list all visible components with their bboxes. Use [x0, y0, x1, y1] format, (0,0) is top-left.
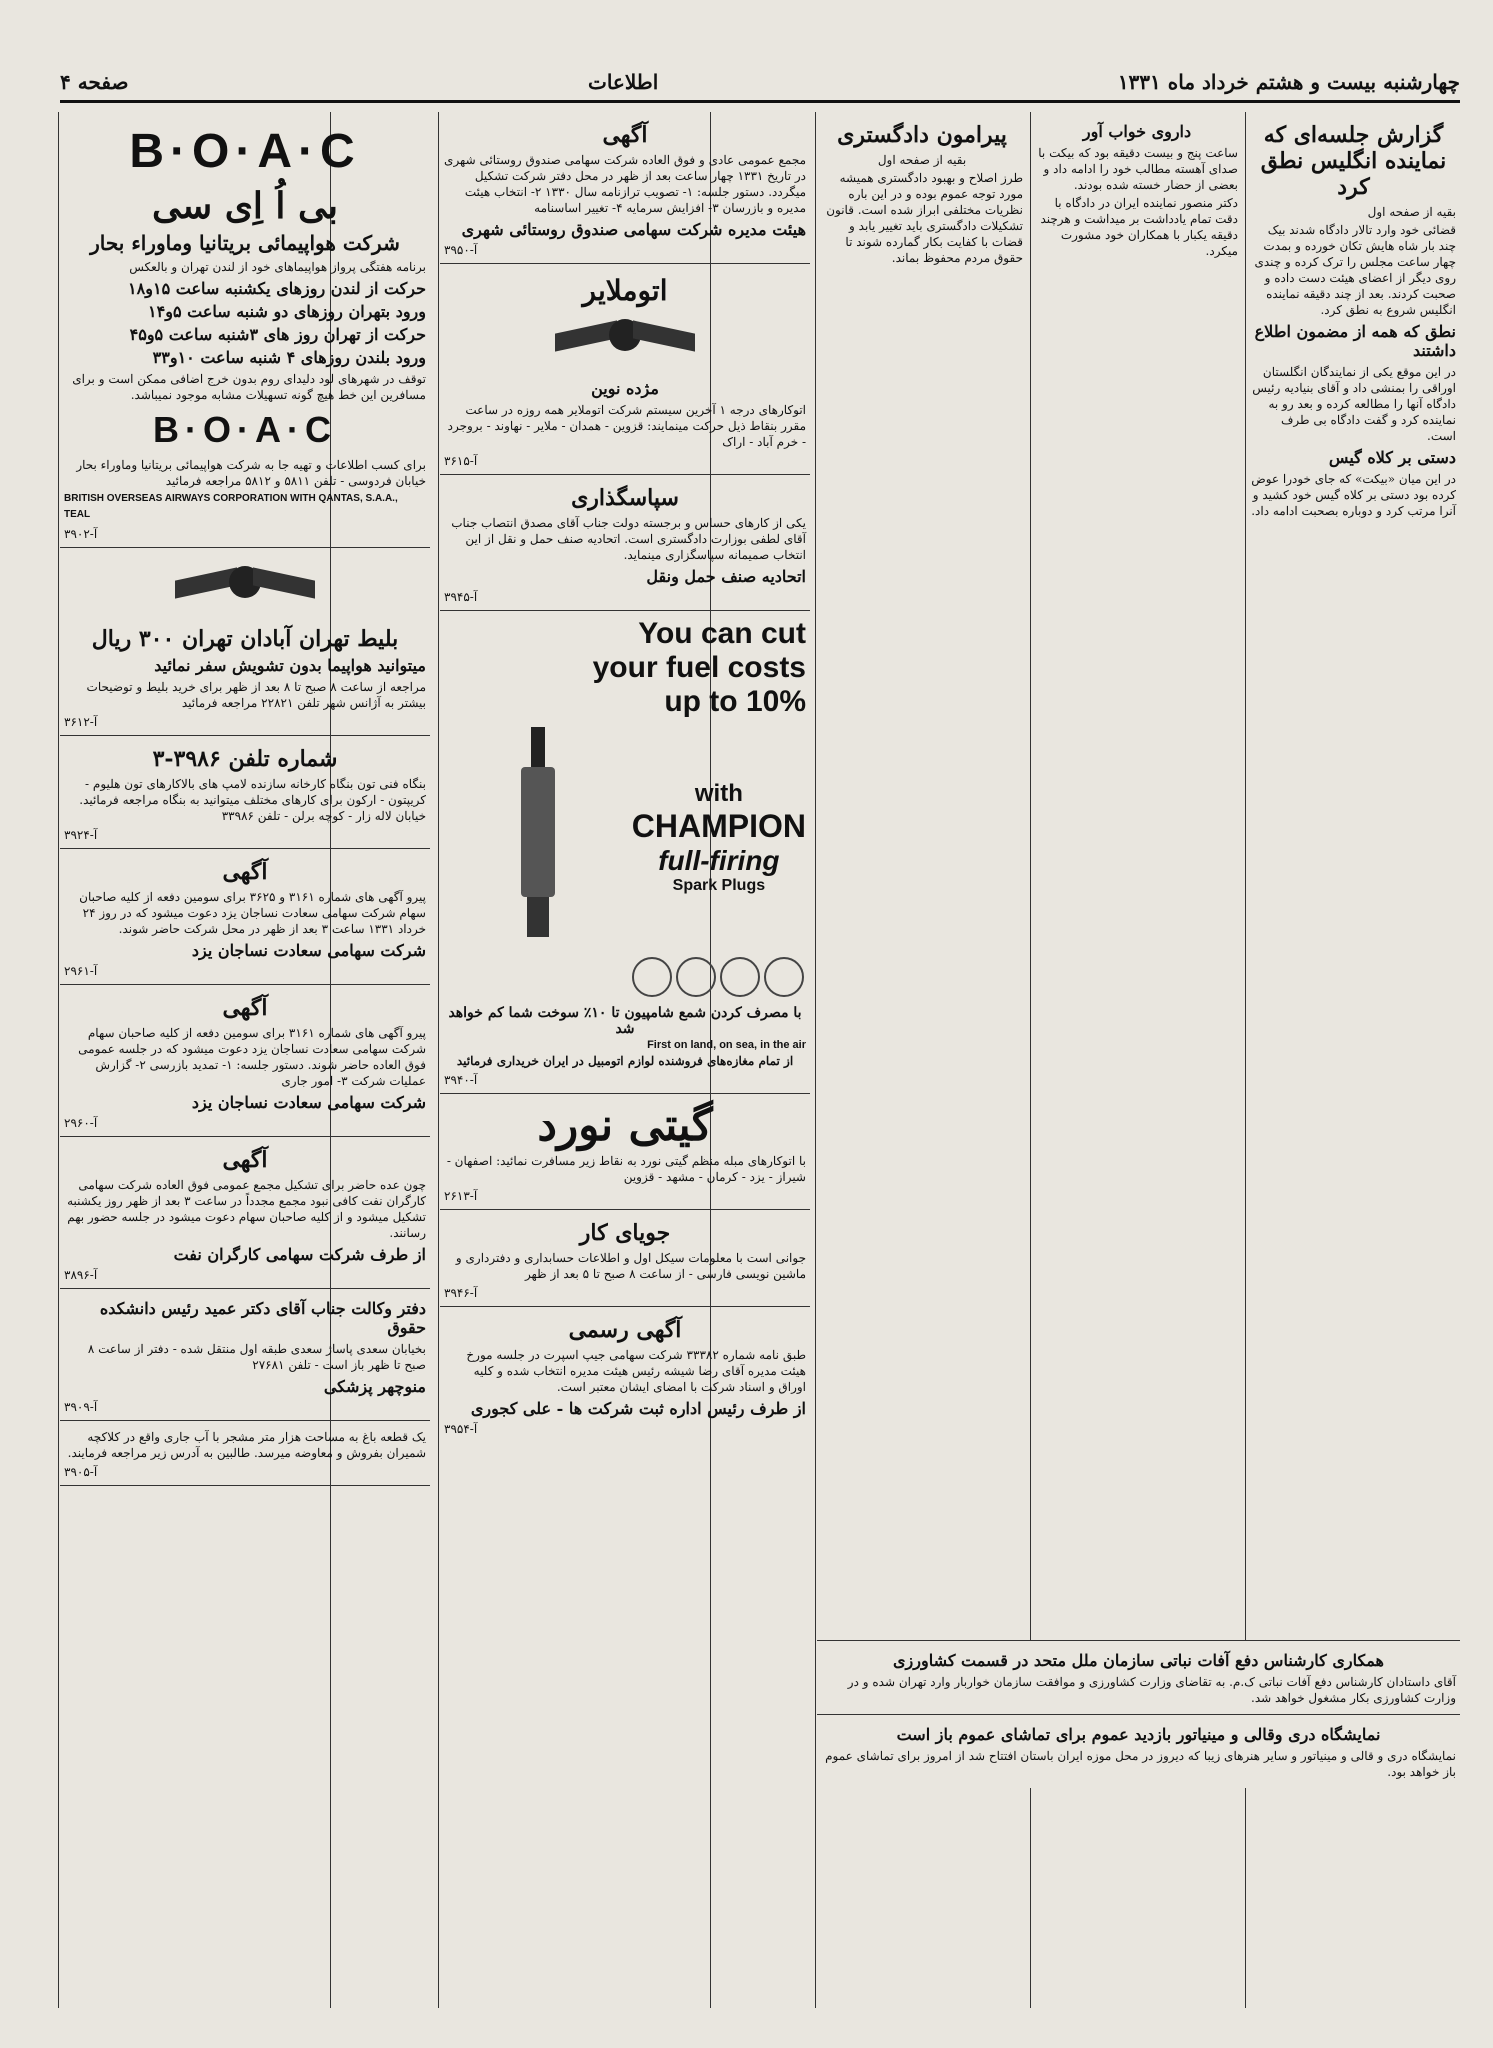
report-body: قضائی خود وارد تالار دادگاه شدند بیک چند بار شاه هایش تکان خورده و بمدت چهار ساعت مجلس را ترک کرده و چندی روی دیگر از اعضای هیئت دست داده و صحبت کردند. بعد از چند دقیقه نماینده انگلیس شروع به نطق کرد.: [1254, 223, 1456, 317]
section-heading: داروی خواب آور: [1082, 122, 1192, 141]
section-heading: نطق که همه از مضمون اطلاع داشتند: [1254, 322, 1456, 360]
section-body: در این موقع یکی از نمایندگان انگلستان اوراقی را بمنشی داد و آقای بنیادیه رئیس دادگاه آنها را مطالعه کرده و بعد رو به نماینده کرد و گفت دادگاه بی طرف است.: [1252, 365, 1456, 443]
notice-title: آگهی: [222, 995, 268, 1021]
boac-schedule-4: ورود بلندن روزهای ۴ شنبه ساعت ۱۰و۳۳: [152, 348, 426, 367]
notice-body: پیرو آگهی های شماره ۳۱۶۱ برای سومین دفعه از کلیه صاحبان سهام شرکت سهامی سعادت نساجان یزد دعوت میشود که در جلسه عمومی فوق العاده حاضر شوند. دستور جلسه: ۱- تمدید بازرسی ۲- گزارش عملیات شرکت ۳- امور جاری: [78, 1026, 426, 1088]
notice-body: مجمع عمومی عادی و فوق العاده شرکت سهامی صندوق روستائی شهری در تاریخ ۱۳۳۱ چهار ساعت بعد از ظهر در محل دفتر شرکت تشکیل میگردد. دستور جلسه: ۱- تصویب ترازنامه سال ۱۳۳۰ ۲- انتخاب هیئت مدیره و بازرسان ۳- افزایش سرمایه ۴- تغییر اساسنامه: [444, 153, 806, 215]
section-body: دکتر منصور نماینده ایران در دادگاه با دقت تمام یادداشت بر میداشت و هرچند دقیقه یکبار با همکاران خود مشورت میکرد.: [1040, 196, 1238, 258]
job-seeker-ad: [440, 1210, 810, 1307]
ad-code: آ-۲۹۶۰: [64, 1116, 98, 1130]
main-report: [1247, 112, 1460, 527]
ads-column-center: [440, 112, 810, 2008]
thanks-notice: [440, 475, 810, 611]
spark-plug-icon: [483, 727, 593, 947]
job-title: جویای کار: [579, 1220, 671, 1246]
champion-first-line: First on land, on sea, in the air: [647, 1039, 806, 1051]
section-body: ساعت پنج و بیست دقیقه بود که بیکت با صدای آهسته مطالب خود را ادامه داد و بعضی از حضار خسته شده بودند.: [1038, 146, 1238, 192]
champion-line-2: your fuel costs: [592, 651, 806, 684]
article-body: طرز اصلاح و بهبود دادگستری همیشه مورد توجه عموم بوده و در این باره نظریات مختلفی ابراز شده است. قانون تشکیلات دادگستری باید تغییر یابد و قضات با کفایت بکار گمارده شوند تا حقوق مردم محفوظ بماند.: [826, 171, 1023, 265]
ad-code: آ-۳۹۰۹: [64, 1400, 98, 1414]
coin-stack-icon: [444, 955, 806, 1003]
report-continued: بقیه از صفحه اول: [1367, 205, 1456, 219]
notice-signature: از طرف شرکت سهامی کارگران نفت: [173, 1245, 426, 1264]
notice-title: آگهی: [602, 122, 648, 148]
notice-3: [60, 1137, 430, 1289]
official-signature: از طرف رئیس اداره ثبت شرکت ها - علی کجوری: [470, 1399, 806, 1418]
ad-code: آ-۳۹۴۰: [444, 1073, 478, 1087]
bus-body: اتوکارهای درجه ۱ آخرین سیستم شرکت اتوملایر همه روزه در ساعت مقرر بنقاط ذیل حرکت مینمایند: قزوین - همدان - ملایر - نهاوند - بروجرد - خرم آباد - اراک: [447, 403, 806, 449]
phone-title: شماره تلفن ۳۹۸۶-۳: [152, 746, 338, 772]
ads-column-left: [60, 112, 430, 2008]
ad-code: آ-۳۹۲۴: [64, 828, 98, 842]
bottom-news-block: [817, 1640, 1460, 1788]
report-continuation: [1032, 112, 1242, 267]
boac-company-name: شرکت هواپیمائی بریتانیا وماوراء بحار: [90, 231, 400, 255]
column-rule: [58, 112, 59, 2008]
notice-signature: شرکت سهامی سعادت نساجان یزد: [191, 1093, 426, 1112]
un-cooperation-news: [817, 1641, 1460, 1715]
ad-code: آ-۳۹۰۵: [64, 1465, 98, 1479]
official-body: طبق نامه شماره ۳۳۳۸۲ شرکت سهامی جیپ اسپرت در جلسه مورخ هیئت مدیره آقای رضا شیشه رئیس هیئت مدیره انتخاب شده و کلیه اوراق و اسناد شرکت با امضای ایشان معتبر است.: [466, 1348, 806, 1394]
giti-nord-ad: [440, 1094, 810, 1210]
article-continued: بقیه از صفحه اول: [877, 153, 967, 167]
issue-date: چهارشنبه بیست و هشتم خرداد ماه ۱۳۳۱: [1117, 70, 1460, 94]
news-body: نمایشگاه دری و قالی و مینیاتور و سایر هنرهای زیبا که دیروز در محل موزه ایران باستان افتتاح شد از امروز برای تماشای عموم باز خواهد بود.: [825, 1749, 1456, 1779]
job-body: جوانی است با معلومات سیکل اول و اطلاعات حسابداری و دفترداری و ماشین نویسی فارسی - از ساعت ۸ صبح تا ۵ بعد از ظهر: [455, 1251, 806, 1281]
thanks-title: سپاسگذاری: [571, 485, 679, 511]
bus-brand: اتوملایر: [582, 274, 668, 307]
official-title: آگهی رسمی: [568, 1317, 682, 1343]
boac-english-line: BRITISH OVERSEAS AIRWAYS CORPORATION WITH QANTAS, S.A.A., TEAL: [64, 493, 398, 520]
section-body: در این میان «بیکت» که جای خودرا عوض کرده بود دستی بر کلاه گیس خود کشید و آنرا مرتب کرد و دوباره بصحبت ادامه داد.: [1251, 472, 1456, 518]
page-header: [60, 60, 1460, 103]
garden-sale-body: یک قطعه باغ به مساحت هزار متر مشجر با آب جاری واقع در کلاکچه شمیران بفروش و معاوضه میرسد. طالبین به آدرس زیر مراجعه فرمایند.: [67, 1430, 426, 1460]
report-title: گزارش جلسه‌ای که نماینده انگلیس نطق کرد: [1260, 122, 1447, 200]
champion-with: with: [694, 779, 743, 807]
bus-headline: مژده نوین: [591, 379, 659, 398]
law-office-signature: منوچهر پزشکی: [323, 1377, 426, 1396]
boac-schedule-3: حرکت از تهران روز های ۳شنبه ساعت ۵و۴۵: [129, 325, 426, 344]
champion-line-3: up to 10%: [664, 685, 806, 718]
notice-signature: هیئت مدیره شرکت سهامی صندوق روستائی شهری: [461, 220, 806, 239]
ad-code: آ-۳۹۴۵: [444, 590, 478, 604]
ad-code: آ-۳۹۰۲: [64, 527, 98, 541]
ad-code: آ-۳۸۹۶: [64, 1268, 98, 1282]
notice-title: آگهی: [222, 859, 268, 885]
boac-ad: [60, 112, 430, 548]
notice-1: [60, 849, 430, 985]
fund-assembly-notice: [440, 112, 810, 264]
newspaper-name: اطلاعات: [588, 70, 659, 94]
law-office-body: بخیابان سعدی پاساژ سعدی طبقه اول منتقل شده - دفتر از ساعت ۸ صبح تا ظهر باز است - تلفن ۲۷۶۸۱: [87, 1342, 426, 1372]
boac-contact: برای کسب اطلاعات و تهیه جا به شرکت هواپیمائی بریتانیا وماوراء بحار خیابان فردوسی - تلفن ۵۸۱۱ و ۵۸۱۲ مراجعه فرمائید: [76, 458, 426, 488]
law-office-title: دفتر وکالت جناب آقای دکتر عمید رئیس دانشکده حقوق: [99, 1299, 426, 1337]
notice-signature: شرکت سهامی سعادت نساجان یزد: [191, 941, 426, 960]
thanks-body: یکی از کارهای حساس و برجسته دولت جناب آقای مصدق انتصاب جناب آقای لطفی بوزارت دادگستری است. اتحادیه صنف حمل و نقل از این انتخاب صمیمانه سپاسگزاری مینماید.: [451, 516, 806, 562]
winged-emblem-icon: [175, 560, 315, 620]
ad-code: آ-۳۹۵۴: [444, 1422, 478, 1436]
news-title: همکاری کارشناس دفع آفات نباتی سازمان ملل متحد در قسمت کشاورزی: [893, 1651, 1384, 1670]
law-office-ad: [60, 1289, 430, 1421]
boac-persian-name: بی اُ اِی سی: [152, 185, 338, 227]
page-number: صفحه ۴: [60, 70, 129, 94]
ticket-body: مراجعه از ساعت ۸ صبح تا ۸ بعد از ظهر برای خرید بلیط و توضیحات بیشتر به آژانس شهر تلفن ۲۲۸۲۱ مراجعه فرمائید: [86, 680, 426, 710]
champion-ad: [440, 611, 810, 1094]
phone-body: بنگاه فنی تون بنگاه کارخانه سازنده لامپ های بالاکارهای تون هلیوم - کریپتون - ارکون برای کارهای مختلف میتوانید به بنگاه مراجعه فرمائید. خیابان لاله زار - کوچه برلن - تلفن ۳۳۹۸۶: [79, 777, 426, 823]
ad-code: آ-۳۶۱۲: [64, 715, 98, 729]
champion-spark-plugs: Spark Plugs: [672, 876, 766, 894]
boac-schedule-1: حرکت از لندن روزهای یکشنبه ساعت ۱۵و۱۸: [128, 279, 426, 298]
article-justice: [817, 112, 1027, 274]
ad-code: آ-۲۶۱۳: [444, 1189, 478, 1203]
boac-logo: B·O·A·C: [129, 125, 361, 178]
ad-code: آ-۳۶۱۵: [444, 454, 478, 468]
column-rule: [815, 112, 816, 2008]
article-title: پیرامون دادگستری: [837, 122, 1007, 148]
ad-code: آ-۳۹۵۰: [444, 243, 478, 257]
champion-line-1: You can cut: [638, 617, 806, 650]
column-rule: [438, 112, 439, 2008]
giti-brand: گیتی نورد: [537, 1100, 713, 1151]
ticket-line2: میتوانید هواپیما بدون تشویش سفر نمائید: [154, 656, 426, 675]
boac-note: توقف در شهرهای لود دلیدای روم بدون خرج اضافی ممکن است و برای مسافرین این خط هیچ گونه تسهیلات مشابه موجود نمیباشد.: [72, 372, 426, 402]
notice-title: آگهی: [222, 1147, 268, 1173]
airline-ticket-ad: [60, 548, 430, 736]
giti-body: با اتوکارهای مبله منظم گیتی نورد به نقاط زیر مسافرت نمائید: اصفهان - شیراز - یزد - کرمان - مشهد - قزوین: [446, 1154, 806, 1184]
garden-sale-ad: [60, 1421, 430, 1486]
phone-ad: [60, 736, 430, 849]
news-body: آقای داستادان کارشناس دفع آفات نباتی ک.م. به تقاضای وزارت کشاورزی و موافقت سازمان خواربار وارد تهران شده و در وزارت کشاورزی بکار مشغول خواهد شد.: [847, 1675, 1456, 1705]
exhibition-news: [817, 1715, 1460, 1788]
notice-body: چون عده حاضر برای تشکیل مجمع عمومی فوق العاده شرکت سهامی کارگران نفت کافی نبود مجمع مجدداً در ساعت ۳ بعد از ظهر روز یکشنبه تشکیل میشود و از کلیه صاحبان سهام دعوت میشود در جلسه حضور بهم رسانند.: [67, 1178, 426, 1240]
champion-persian-tagline: با مصرف کردن شمع شامپیون تا ۱۰٪ سوخت شما کم خواهد شد: [448, 1005, 802, 1037]
boac-logo-small: B·O·A·C: [153, 409, 337, 450]
champion-persian-footer: از تمام مغازه‌های فروشنده لوازم اتومبیل در ایران خریداری فرمائید: [456, 1054, 794, 1068]
winged-mascot-icon: [555, 313, 695, 373]
boac-schedule-2: ورود بتهران روزهای دو شنبه ساعت ۵و۱۴: [148, 302, 426, 321]
section-heading: دستی بر کلاه گیس: [1328, 448, 1456, 467]
ad-code: آ-۲۹۶۱: [64, 964, 98, 978]
champion-full-firing: full-firing: [658, 844, 780, 876]
bus-company-ad: [440, 264, 810, 475]
official-notice: [440, 1307, 810, 1442]
boac-program: برنامه هفتگی پرواز هواپیماهای خود از لندن تهران و بالعکس: [129, 260, 426, 274]
notice-body: پیرو آگهی های شماره ۳۱۶۱ و ۳۶۲۵ برای سومین دفعه از کلیه صاحبان سهام شرکت سهامی سعادت نساجان یزد دعوت میشود که در روز ۲۴ خرداد ۱۳۳۱ ساعت ۳ بعد از ظهر در محل شرکت حاضر شوند.: [79, 890, 426, 936]
champion-brand: CHAMPION: [631, 807, 806, 844]
notice-2: [60, 985, 430, 1137]
ad-code: آ-۳۹۴۶: [444, 1286, 478, 1300]
news-title: نمایشگاه دری وقالی و مینیاتور بازدید عموم برای تماشای عموم باز است: [896, 1725, 1381, 1744]
ticket-price: بلیط تهران آبادان تهران ۳۰۰ ریال: [91, 626, 399, 652]
thanks-signature: اتحادیه صنف حمل ونقل: [646, 567, 806, 586]
